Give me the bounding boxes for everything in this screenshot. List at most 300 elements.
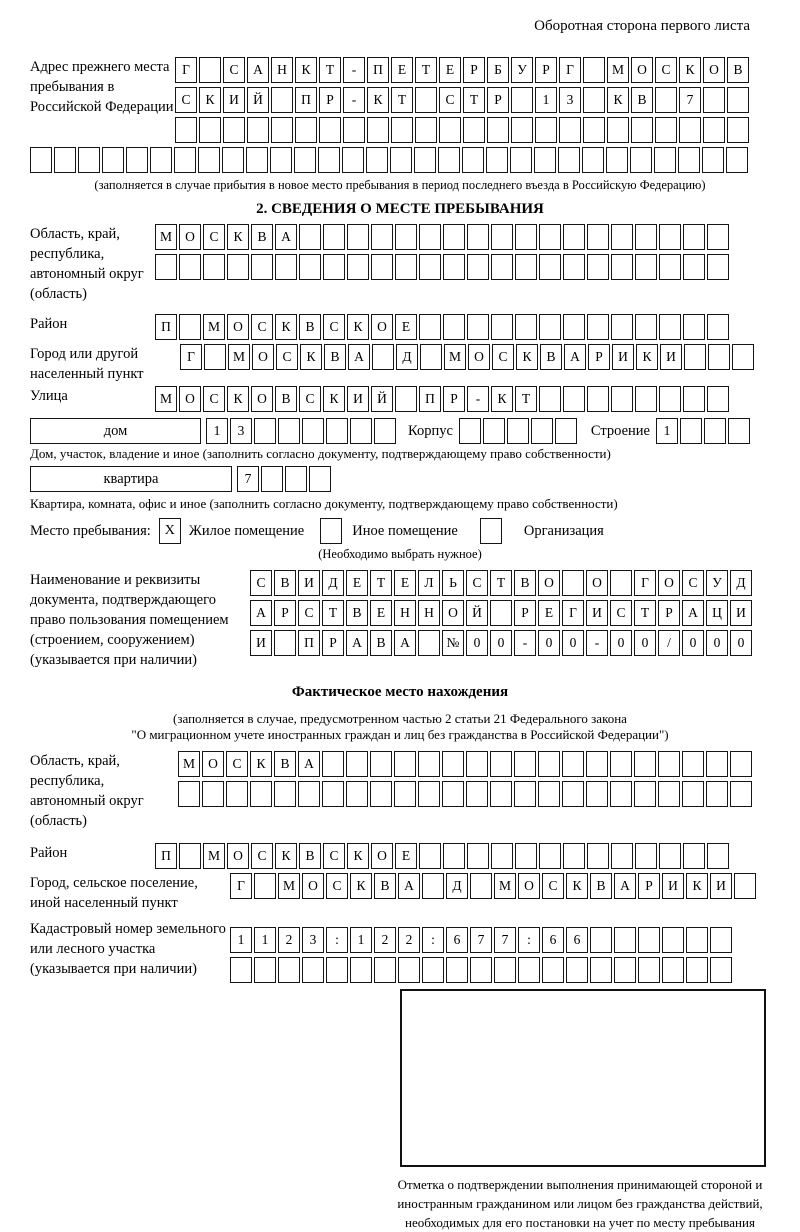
form-cell: - xyxy=(343,87,365,113)
form-cell xyxy=(323,224,345,250)
form-cell xyxy=(491,254,513,280)
form-cell xyxy=(684,344,706,370)
apartment-number-row xyxy=(237,466,331,492)
form-cell: П xyxy=(419,386,441,412)
form-cell: О xyxy=(302,873,324,899)
form-cell: М xyxy=(228,344,250,370)
region-row-2 xyxy=(155,254,729,280)
form-cell: 1 xyxy=(350,927,372,953)
form-cell xyxy=(246,147,268,173)
form-cell xyxy=(199,57,221,83)
form-cell xyxy=(395,224,417,250)
form-cell xyxy=(326,957,348,983)
region-grid xyxy=(155,224,729,280)
form-cell xyxy=(531,418,553,444)
form-cell: Т xyxy=(515,386,537,412)
form-cell: С xyxy=(682,570,704,596)
form-cell xyxy=(420,344,442,370)
form-cell xyxy=(630,147,652,173)
form-cell: К xyxy=(199,87,221,113)
form-cell xyxy=(732,344,754,370)
prev-address-row-2 xyxy=(175,87,749,113)
form-cell: - xyxy=(586,630,608,656)
form-cell xyxy=(30,147,52,173)
form-cell: К xyxy=(250,751,272,777)
section2-title: 2. СВЕДЕНИЯ О МЕСТЕ ПРЕБЫВАНИЯ xyxy=(256,201,544,217)
form-cell: К xyxy=(347,314,369,340)
form-cell xyxy=(230,957,252,983)
form-cell xyxy=(278,418,300,444)
form-cell xyxy=(467,314,489,340)
form-cell: 2 xyxy=(374,927,396,953)
form-cell: 2 xyxy=(398,927,420,953)
form-cell: М xyxy=(607,57,629,83)
form-cell: У xyxy=(511,57,533,83)
form-cell xyxy=(350,418,372,444)
cadastral-row-2 xyxy=(230,957,732,983)
form-cell xyxy=(346,751,368,777)
form-cell: К xyxy=(323,386,345,412)
form-cell xyxy=(708,344,730,370)
form-cell: К xyxy=(300,344,322,370)
option-other-premises-label: Иное помещение xyxy=(352,522,458,539)
form-cell xyxy=(275,254,297,280)
actual-location-title: Фактическое место нахождения xyxy=(291,684,509,700)
form-cell: П xyxy=(155,843,177,869)
form-cell: И xyxy=(660,344,682,370)
form-cell xyxy=(563,224,585,250)
confirmation-mark-box xyxy=(400,989,766,1167)
stay-type-label: Место пребывания: xyxy=(30,522,151,539)
form-cell: Р xyxy=(658,600,680,626)
region-label: Область, край, республика, автономный округ (область) xyxy=(30,226,144,302)
form-cell xyxy=(486,147,508,173)
form-cell: Т xyxy=(370,570,392,596)
form-cell: С xyxy=(223,57,245,83)
form-cell xyxy=(654,147,676,173)
form-cell xyxy=(155,254,177,280)
form-cell: Е xyxy=(346,570,368,596)
form-cell: В xyxy=(370,630,392,656)
form-cell xyxy=(611,386,633,412)
form-cell: Д xyxy=(322,570,344,596)
actual-district-row xyxy=(155,843,729,869)
form-cell xyxy=(707,254,729,280)
apartment-block xyxy=(30,466,770,492)
form-cell: Т xyxy=(322,600,344,626)
form-cell: : xyxy=(422,927,444,953)
form-cell: Г xyxy=(559,57,581,83)
form-cell: 6 xyxy=(542,927,564,953)
form-cell xyxy=(635,254,657,280)
form-cell xyxy=(179,314,201,340)
form-cell xyxy=(302,418,324,444)
checkbox-other-premises xyxy=(320,518,342,544)
form-cell: О xyxy=(631,57,653,83)
house-type-box: дом xyxy=(30,418,201,444)
form-cell xyxy=(662,957,684,983)
form-cell: И xyxy=(250,630,272,656)
form-cell xyxy=(587,843,609,869)
form-cell xyxy=(635,386,657,412)
form-cell: М xyxy=(178,751,200,777)
form-cell: : xyxy=(518,927,540,953)
form-cell xyxy=(395,386,417,412)
apartment-type-box: квартира xyxy=(30,466,232,492)
form-cell xyxy=(611,843,633,869)
form-cell xyxy=(658,751,680,777)
form-cell: Д xyxy=(396,344,418,370)
form-cell: Е xyxy=(391,57,413,83)
form-cell xyxy=(510,147,532,173)
form-cell: К xyxy=(566,873,588,899)
form-cell: В xyxy=(514,570,536,596)
form-cell: К xyxy=(227,386,249,412)
form-cell xyxy=(299,254,321,280)
form-cell xyxy=(562,570,584,596)
form-cell xyxy=(707,314,729,340)
form-cell: С xyxy=(251,314,273,340)
form-cell: С xyxy=(492,344,514,370)
form-cell xyxy=(271,117,293,143)
form-cell xyxy=(734,873,756,899)
form-cell xyxy=(707,843,729,869)
form-cell xyxy=(703,87,725,113)
form-cell xyxy=(302,957,324,983)
form-cell: К xyxy=(516,344,538,370)
form-cell xyxy=(727,117,749,143)
form-cell xyxy=(727,87,749,113)
form-cell: Н xyxy=(394,600,416,626)
form-cell: А xyxy=(275,224,297,250)
form-cell xyxy=(322,781,344,807)
form-cell xyxy=(422,873,444,899)
form-cell: Е xyxy=(538,600,560,626)
form-cell xyxy=(514,751,536,777)
form-cell xyxy=(491,843,513,869)
actual-location-caption-2: "О миграционном учете иностранных граждан и лиц без гражданства в Российской Федерации") xyxy=(131,727,669,742)
form-cell xyxy=(507,418,529,444)
form-cell: К xyxy=(350,873,372,899)
form-cell xyxy=(726,147,748,173)
form-cell: Г xyxy=(175,57,197,83)
form-cell xyxy=(439,117,461,143)
form-cell: М xyxy=(444,344,466,370)
form-cell xyxy=(562,751,584,777)
form-cell xyxy=(659,314,681,340)
form-cell: М xyxy=(278,873,300,899)
form-cell xyxy=(638,957,660,983)
form-cell: С xyxy=(175,87,197,113)
form-cell xyxy=(563,314,585,340)
form-cell xyxy=(371,254,393,280)
form-cell: Й xyxy=(466,600,488,626)
header-note: Оборотная сторона первого листа xyxy=(534,18,750,34)
actual-location-caption-1: (заполняется в случае, предусмотренном частью 2 статьи 21 Федерального закона xyxy=(173,711,627,726)
form-cell: А xyxy=(398,873,420,899)
form-cell xyxy=(730,781,752,807)
form-cell: И xyxy=(612,344,634,370)
prev-address-caption: (заполняется в случае прибытия в новое место пребывания в период последнего въезда в Российскую Федерацию) xyxy=(94,178,706,192)
form-cell: С xyxy=(655,57,677,83)
form-cell xyxy=(251,254,273,280)
form-cell: А xyxy=(348,344,370,370)
form-cell: Т xyxy=(634,600,656,626)
form-cell xyxy=(635,843,657,869)
form-cell xyxy=(203,254,225,280)
form-cell xyxy=(370,781,392,807)
form-cell xyxy=(614,957,636,983)
form-cell xyxy=(539,386,561,412)
form-cell xyxy=(374,418,396,444)
cadastral-grid xyxy=(230,927,732,983)
form-cell: Г xyxy=(230,873,252,899)
form-cell xyxy=(323,254,345,280)
document-grid xyxy=(250,570,752,656)
stroenie-label: Строение xyxy=(590,423,650,439)
form-cell: Л xyxy=(418,570,440,596)
form-cell xyxy=(610,751,632,777)
form-cell: Р xyxy=(274,600,296,626)
form-cell xyxy=(539,254,561,280)
form-cell: 1 xyxy=(254,927,276,953)
form-cell xyxy=(702,147,724,173)
document-row-2 xyxy=(250,600,752,626)
form-cell xyxy=(295,117,317,143)
form-cell xyxy=(515,254,537,280)
form-cell: А xyxy=(298,751,320,777)
cadastral-row-1 xyxy=(230,927,732,953)
form-cell: П xyxy=(367,57,389,83)
form-cell xyxy=(419,843,441,869)
form-cell: М xyxy=(155,386,177,412)
form-cell: Р xyxy=(443,386,465,412)
form-cell: К xyxy=(686,873,708,899)
form-cell xyxy=(638,927,660,953)
form-cell xyxy=(515,314,537,340)
form-cell xyxy=(370,751,392,777)
actual-city-row xyxy=(230,873,756,899)
form-cell: Р xyxy=(535,57,557,83)
form-cell xyxy=(372,344,394,370)
form-cell xyxy=(227,254,249,280)
checkbox-organization xyxy=(480,518,502,544)
form-cell xyxy=(483,418,505,444)
form-cell xyxy=(538,751,560,777)
form-cell: 1 xyxy=(656,418,678,444)
form-cell xyxy=(583,57,605,83)
form-cell xyxy=(562,781,584,807)
form-cell xyxy=(175,117,197,143)
form-cell: Н xyxy=(418,600,440,626)
form-cell: - xyxy=(467,386,489,412)
form-cell xyxy=(367,117,389,143)
form-cell: Ь xyxy=(442,570,464,596)
street-row xyxy=(155,386,729,412)
document-row-3 xyxy=(250,630,752,656)
prev-address-overflow-row xyxy=(30,147,770,173)
form-cell xyxy=(199,117,221,143)
form-cell: Р xyxy=(322,630,344,656)
form-cell: Т xyxy=(319,57,341,83)
form-cell xyxy=(491,314,513,340)
form-cell xyxy=(539,314,561,340)
form-cell: Й xyxy=(247,87,269,113)
form-cell xyxy=(683,224,705,250)
form-cell xyxy=(271,87,293,113)
form-cell: О xyxy=(703,57,725,83)
form-cell xyxy=(470,957,492,983)
form-cell xyxy=(390,147,412,173)
form-cell xyxy=(514,781,536,807)
form-cell xyxy=(202,781,224,807)
form-cell: 7 xyxy=(679,87,701,113)
korpus-row xyxy=(459,418,577,444)
form-cell xyxy=(179,254,201,280)
district-row xyxy=(155,314,729,340)
form-cell xyxy=(686,927,708,953)
form-cell: С xyxy=(250,570,272,596)
form-cell xyxy=(222,147,244,173)
form-cell xyxy=(559,117,581,143)
form-cell xyxy=(634,781,656,807)
district-block xyxy=(30,314,770,340)
form-cell: О xyxy=(371,843,393,869)
form-cell xyxy=(587,386,609,412)
form-cell xyxy=(422,957,444,983)
form-cell xyxy=(102,147,124,173)
city-label: Город или другой населенный пункт xyxy=(30,346,144,382)
form-cell xyxy=(586,781,608,807)
form-cell: В xyxy=(374,873,396,899)
prev-address-label: Адрес прежнего места пребывания в Российской Федерации xyxy=(30,59,174,115)
form-cell xyxy=(607,117,629,143)
form-cell xyxy=(466,751,488,777)
form-cell xyxy=(418,630,440,656)
form-cell: В xyxy=(324,344,346,370)
form-cell xyxy=(659,224,681,250)
form-cell: М xyxy=(155,224,177,250)
actual-city-label: Город, сельское поселение, иной населенный пункт xyxy=(30,875,198,911)
form-cell: В xyxy=(540,344,562,370)
prev-address-row-1 xyxy=(175,57,749,83)
form-cell: О xyxy=(658,570,680,596)
form-cell xyxy=(470,873,492,899)
form-cell: Н xyxy=(271,57,293,83)
form-cell xyxy=(467,843,489,869)
form-cell: С xyxy=(323,843,345,869)
form-cell xyxy=(254,418,276,444)
form-cell xyxy=(490,751,512,777)
form-cell: М xyxy=(203,314,225,340)
form-cell: В xyxy=(727,57,749,83)
form-cell xyxy=(250,781,272,807)
form-cell xyxy=(326,418,348,444)
form-cell xyxy=(682,781,704,807)
form-cell xyxy=(658,781,680,807)
region-block xyxy=(30,224,770,304)
form-cell: Р xyxy=(463,57,485,83)
form-cell: И xyxy=(710,873,732,899)
form-cell xyxy=(414,147,436,173)
form-cell xyxy=(611,254,633,280)
form-cell: К xyxy=(347,843,369,869)
form-cell xyxy=(587,254,609,280)
form-cell: О xyxy=(227,314,249,340)
form-cell: С xyxy=(542,873,564,899)
form-cell xyxy=(366,147,388,173)
form-cell xyxy=(730,751,752,777)
form-cell: Р xyxy=(514,600,536,626)
form-cell xyxy=(347,254,369,280)
form-cell: В xyxy=(274,751,296,777)
option-residential-label: Жилое помещение xyxy=(188,522,305,539)
form-cell: К xyxy=(491,386,513,412)
form-cell: В xyxy=(274,570,296,596)
cadastral-block xyxy=(30,919,770,983)
district-label: Район xyxy=(30,316,68,332)
form-cell xyxy=(610,570,632,596)
form-cell xyxy=(223,117,245,143)
form-cell: Д xyxy=(730,570,752,596)
form-cell xyxy=(586,751,608,777)
form-cell xyxy=(635,314,657,340)
form-cell: 0 xyxy=(562,630,584,656)
house-block xyxy=(30,418,770,444)
form-cell: 6 xyxy=(446,927,468,953)
stay-type-caption: (Необходимо выбрать нужное) xyxy=(318,547,482,561)
form-cell: С xyxy=(298,600,320,626)
form-cell: С xyxy=(610,600,632,626)
form-cell xyxy=(707,224,729,250)
house-number-row xyxy=(206,418,396,444)
form-cell: 0 xyxy=(634,630,656,656)
form-cell xyxy=(566,957,588,983)
form-cell: К xyxy=(636,344,658,370)
form-cell xyxy=(285,466,307,492)
form-cell: А xyxy=(346,630,368,656)
form-cell xyxy=(635,224,657,250)
form-cell xyxy=(659,843,681,869)
form-cell xyxy=(278,957,300,983)
form-cell xyxy=(247,117,269,143)
form-cell xyxy=(418,751,440,777)
form-cell xyxy=(254,873,276,899)
form-cell xyxy=(490,781,512,807)
form-cell: Г xyxy=(562,600,584,626)
form-cell xyxy=(126,147,148,173)
form-cell xyxy=(590,927,612,953)
form-cell xyxy=(419,314,441,340)
form-cell: П xyxy=(295,87,317,113)
form-cell: 1 xyxy=(206,418,228,444)
form-cell xyxy=(659,386,681,412)
form-cell: О xyxy=(179,386,201,412)
form-cell: Е xyxy=(395,843,417,869)
form-cell xyxy=(611,314,633,340)
form-cell xyxy=(394,781,416,807)
form-cell xyxy=(179,843,201,869)
form-cell: А xyxy=(682,600,704,626)
form-cell: 1 xyxy=(535,87,557,113)
stroenie-row xyxy=(656,418,750,444)
document-label: Наименование и реквизиты документа, подтверждающего право пользования помещением (строением, сооружением) (указывается при наличии) xyxy=(30,572,229,668)
form-cell: С xyxy=(226,751,248,777)
form-cell: С xyxy=(299,386,321,412)
form-cell: 7 xyxy=(237,466,259,492)
form-cell: О xyxy=(442,600,464,626)
form-cell: Р xyxy=(319,87,341,113)
